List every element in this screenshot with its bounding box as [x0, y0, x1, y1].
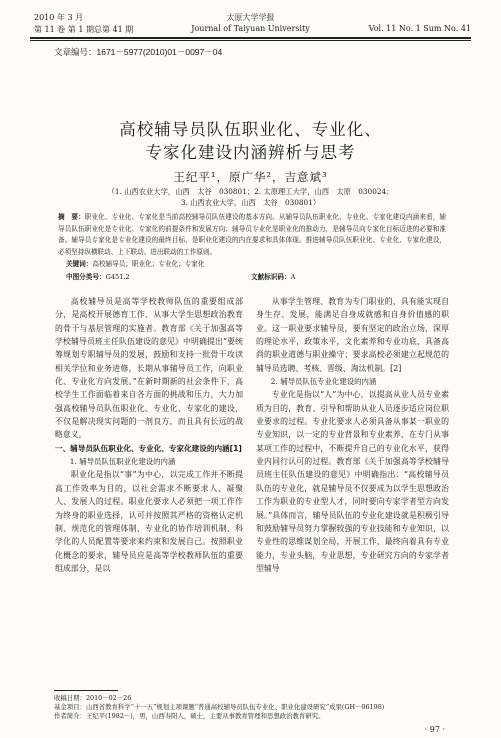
keywords-label: 关键词： — [66, 260, 93, 268]
author-list: 王纪平¹，原广华²，吉意斌³ — [173, 170, 328, 184]
volume-issue-en: Vol. 11 No. 1 Sum No. 41 — [368, 24, 471, 33]
subsection-heading: 1. 辅导员队伍职业化建设的内涵 — [69, 457, 176, 467]
doc-value: A — [290, 273, 296, 281]
body-paragraph: 从事学生管理、教育为专门职业的，具有能实现自身生存、发展，能满足自身成就感和自身价值感的职业。这一职业要求辅导员，要有坚定的政治立场，深厚的理论水平，政策水平，文化素养和专业功底，具备高尚的职业道德与职业操守；要求高校必须建立起规范的辅导员选聘、考核、晋级、淘汰机制。[2] — [256, 297, 449, 373]
classification-number — [66, 271, 130, 281]
section-heading: 一、辅导员队伍职业化、专业化、专家化建设的内涵[1] — [55, 443, 242, 453]
keywords-text: 高校辅导员；职业化；专业化；专家化 — [92, 260, 205, 268]
abstract-text: 职业化、专业化、专家化是当前高校辅导员队伍建设的基本方向。从辅导员队伍职业化、专业化、专家化建设内涵来看，辅导员队伍职业化是专业化、专家化的前提条件和发展方向；辅导员专业化是职业化的推动力，是辅导员向专家化目标迈进的必要和准备。辅导员专家化是专业化建设的最终目标，是职业化建设的内在要求和具体体现。推进辅导员队伍职业化、专业化、专家化建设，必须坚持纵横联动、上下联动、进出联动的工作原则。 — [58, 213, 446, 256]
article-number: 文章编号：1671－5977(2010)01－0097－04 — [54, 47, 223, 57]
header-rule-thin — [30, 40, 471, 41]
abstract-label: 摘 要： — [58, 213, 85, 221]
title-line-2: 专家化建设内涵辨析与思考 — [145, 143, 356, 162]
footnote-author: 作者简介：王纪平(1982－)，男，山西寿阳人，硕士，主要从事教育管理和思想政治教育研究。 — [54, 712, 325, 720]
document-code — [251, 271, 295, 281]
clc-value: G451.2 — [105, 273, 130, 281]
abstract — [58, 212, 446, 258]
header-rule — [30, 37, 471, 39]
page-number: · 97 · — [424, 725, 445, 734]
body-paragraph: 职业化是指以“事”为中心，以完成工作并不断提高工作效率为目的，以社会需求不断要求人、凝聚人、发展人的过程。职业化要求人必须把一项工作作为终身的职业选择，认可并按照其严格的资格认定机制、规范化的管理体制、专业化的协作培训机制、科学化的人员配置等要求来约束和发展自己。按照职业化概念的要求，辅导员应是高等学校教师队伍的重要组成部分，是以 — [55, 470, 243, 573]
footnote-received: 收稿日期：2010－02－26 — [54, 694, 132, 702]
journal-name-cn: 太原大学学报 — [226, 13, 275, 22]
title-line-1: 高校辅导员队伍职业化、专业化、 — [119, 120, 382, 139]
clc-label: 中图分类号： — [66, 273, 106, 281]
body-paragraph: 专业化是指以“人”为中心，以提高从业人员专业素质为目的，教育、引导和帮助从业人员逐步适应岗位职业要求的过程。专业化要求人必须具备从事某一职业的专业知识，以一定的专业背景和专业素养，在专门从事某项工作的过程中，不断提升自己的专业化水平，获得业内同行认可的过程。教育部《关于加强高等学校辅导员班主任队伍建设的意见》中明确指出：“高校辅导员队伍的专业化，就是辅导员不仅要成为以学生思想政治工作为职业的专业型人才，同时要向专家学者型方向发展。”具体而言，辅导员队伍的专业化建设就是积极引导和鼓励辅导员努力掌握较强的专业技能和专业知识，以专业性的思维谋划全局，开展工作，最终向着具有专业能力，专业头脑，专业思想，专业研究方向的专家学者型辅导 — [256, 390, 449, 573]
affiliation-line-1: （1. 山西农业大学，山西 太谷 030801；2. 太原理工大学，山西 太原 030024； — [107, 187, 394, 196]
issue-date: 2010 年 3 月 — [34, 13, 84, 22]
doc-label: 文献标识码： — [251, 273, 291, 281]
footnote-rule — [54, 690, 118, 691]
volume-issue-cn: 第 11 卷 第 1 期总第 41 期 — [34, 25, 134, 34]
subsection-heading: 2. 辅导员队伍专业化建设的内涵 — [270, 377, 377, 387]
body-right-column — [256, 295, 449, 575]
footnote-fund: 基金项目：山西省教育科学“十一五”规划主项课题“普通高校辅导员队伍专业化、职业化建设研究”成果(GH－06198) — [54, 703, 385, 711]
journal-name-en: Journal of Taiyuan University — [191, 24, 310, 33]
body-paragraph: 高校辅导员是高等学校教师队伍的重要组成部分，是高校开展德育工作、从事大学生思想政治教育的骨干与基层管理的实施者。教育部《关于加强高等学校辅导员班主任队伍建设的意见》中明确提出“要统筹规划专职辅导员的发展，鼓励和支持一批骨干攻读相关学位和业务进修，长期从事辅导员工作，向职业化、专业化方向发展。”在新时期新的社会条件下，高校学生工作面临着来自各方面的挑战和压力，大力加强高校辅导员队伍职业化、专业化、专家化的建设，不仅是解决现实问题的一剂良方，而且具有长远的战略意义。 — [55, 297, 243, 440]
keywords — [66, 258, 204, 268]
body-left-column — [55, 295, 243, 575]
affiliation-line-2: 3. 山西农业大学，山西 太谷 030801） — [180, 198, 321, 207]
